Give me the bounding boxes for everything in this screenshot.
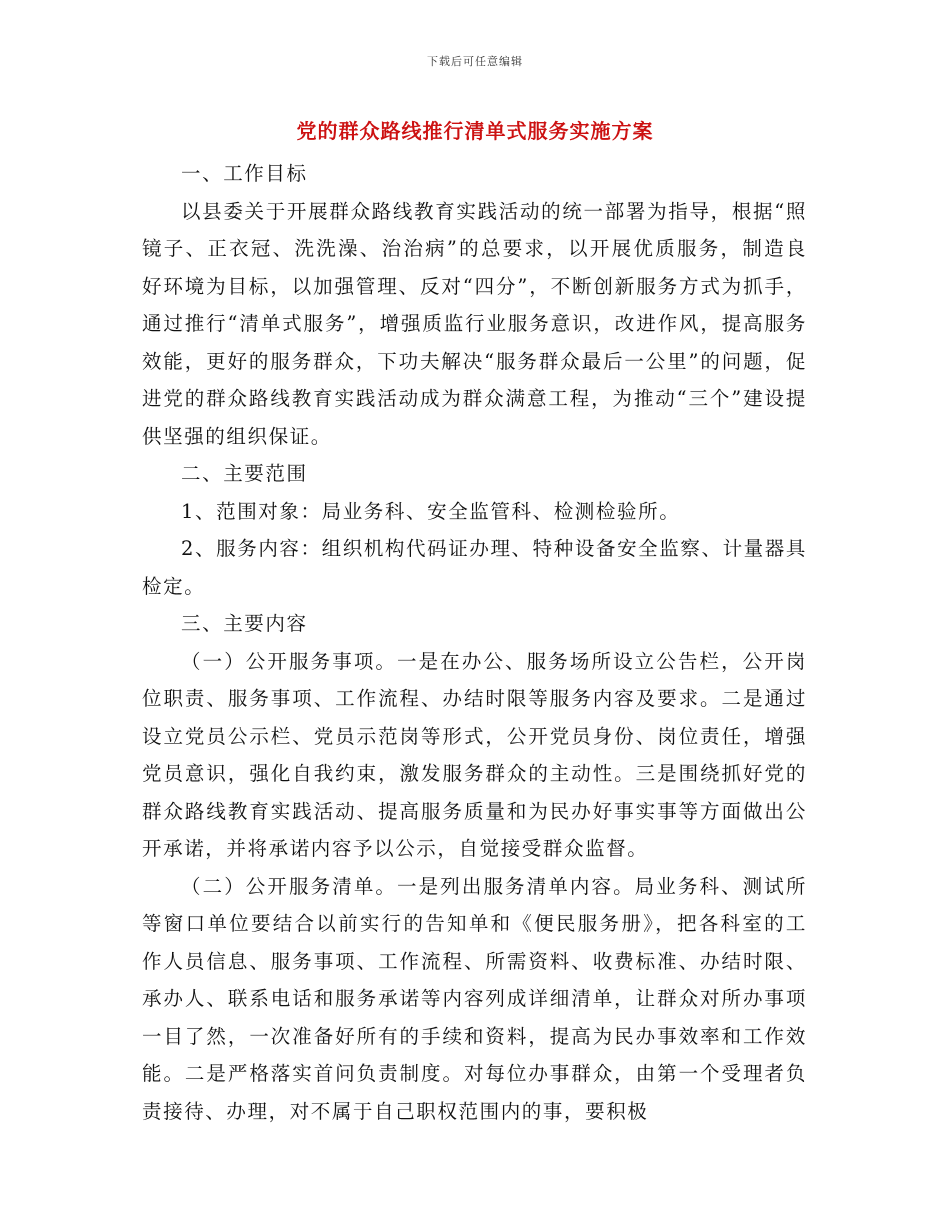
body-paragraph: 以县委关于开展群众路线教育实践活动的统一部署为指导，根据“照镜子、正衣冠、洗洗澡、治治病”的总要求，以开展优质服务，制造良好环境为目标，以加强管理、反对“四分”，不断创新服务方式为抓手，通过推行“清单式服务”，增强质监行业服务意识，改进作风，提高服务效能，更好的服务群众，下功夫解决“服务群众最后一公里”的问题，促进党的群众路线教育实践活动成为群众满意工程，为推动“三个”建设提供坚强的组织保证。 bbox=[142, 199, 807, 448]
download-note: 下载后可任意编辑 bbox=[427, 55, 523, 68]
document-body bbox=[142, 155, 807, 1130]
body-paragraph: 2、服务内容：组织机构代码证办理、特种设备安全监察、计量器具检定。 bbox=[142, 537, 807, 598]
section-heading-goal: 一、工作目标 bbox=[181, 162, 308, 185]
section-heading-content: 三、主要内容 bbox=[181, 612, 308, 635]
body-paragraph: 1、范围对象：局业务科、安全监管科、检测检验所。 bbox=[181, 499, 681, 523]
document-title: 党的群众路线推行清单式服务实施方案 bbox=[296, 119, 654, 143]
body-paragraph: （一）公开服务事项。一是在办公、服务场所设立公告栏，公开岗位职责、服务事项、工作流程、办结时限等服务内容及要求。二是通过设立党员公示栏、党员示范岗等形式，公开党员身份、岗位责任，增强党员意识，强化自我约束，激发服务群众的主动性。三是围绕抓好党的群众路线教育实践活动、提高服务质量和为民办好事实事等方面做出公开承诺，并将承诺内容予以公示，自觉接受群众监督。 bbox=[142, 649, 807, 860]
body-paragraph: （二）公开服务清单。一是列出服务清单内容。局业务科、测试所等窗口单位要结合以前实行的告知单和《便民服务册》，把各科室的工作人员信息、服务事项、工作流程、所需资料、收费标准、办结时限、承办人、联系电话和服务承诺等内容列成详细清单，让群众对所办事项一目了然，一次准备好所有的手续和资料，提高为民办事效率和工作效能。二是严格落实首问负责制度。对每位办事群众，由第一个受理者负责接待、办理，对不属于自己职权范围内的事，要积极 bbox=[142, 874, 807, 1123]
section-heading-scope: 二、主要范围 bbox=[181, 462, 308, 485]
